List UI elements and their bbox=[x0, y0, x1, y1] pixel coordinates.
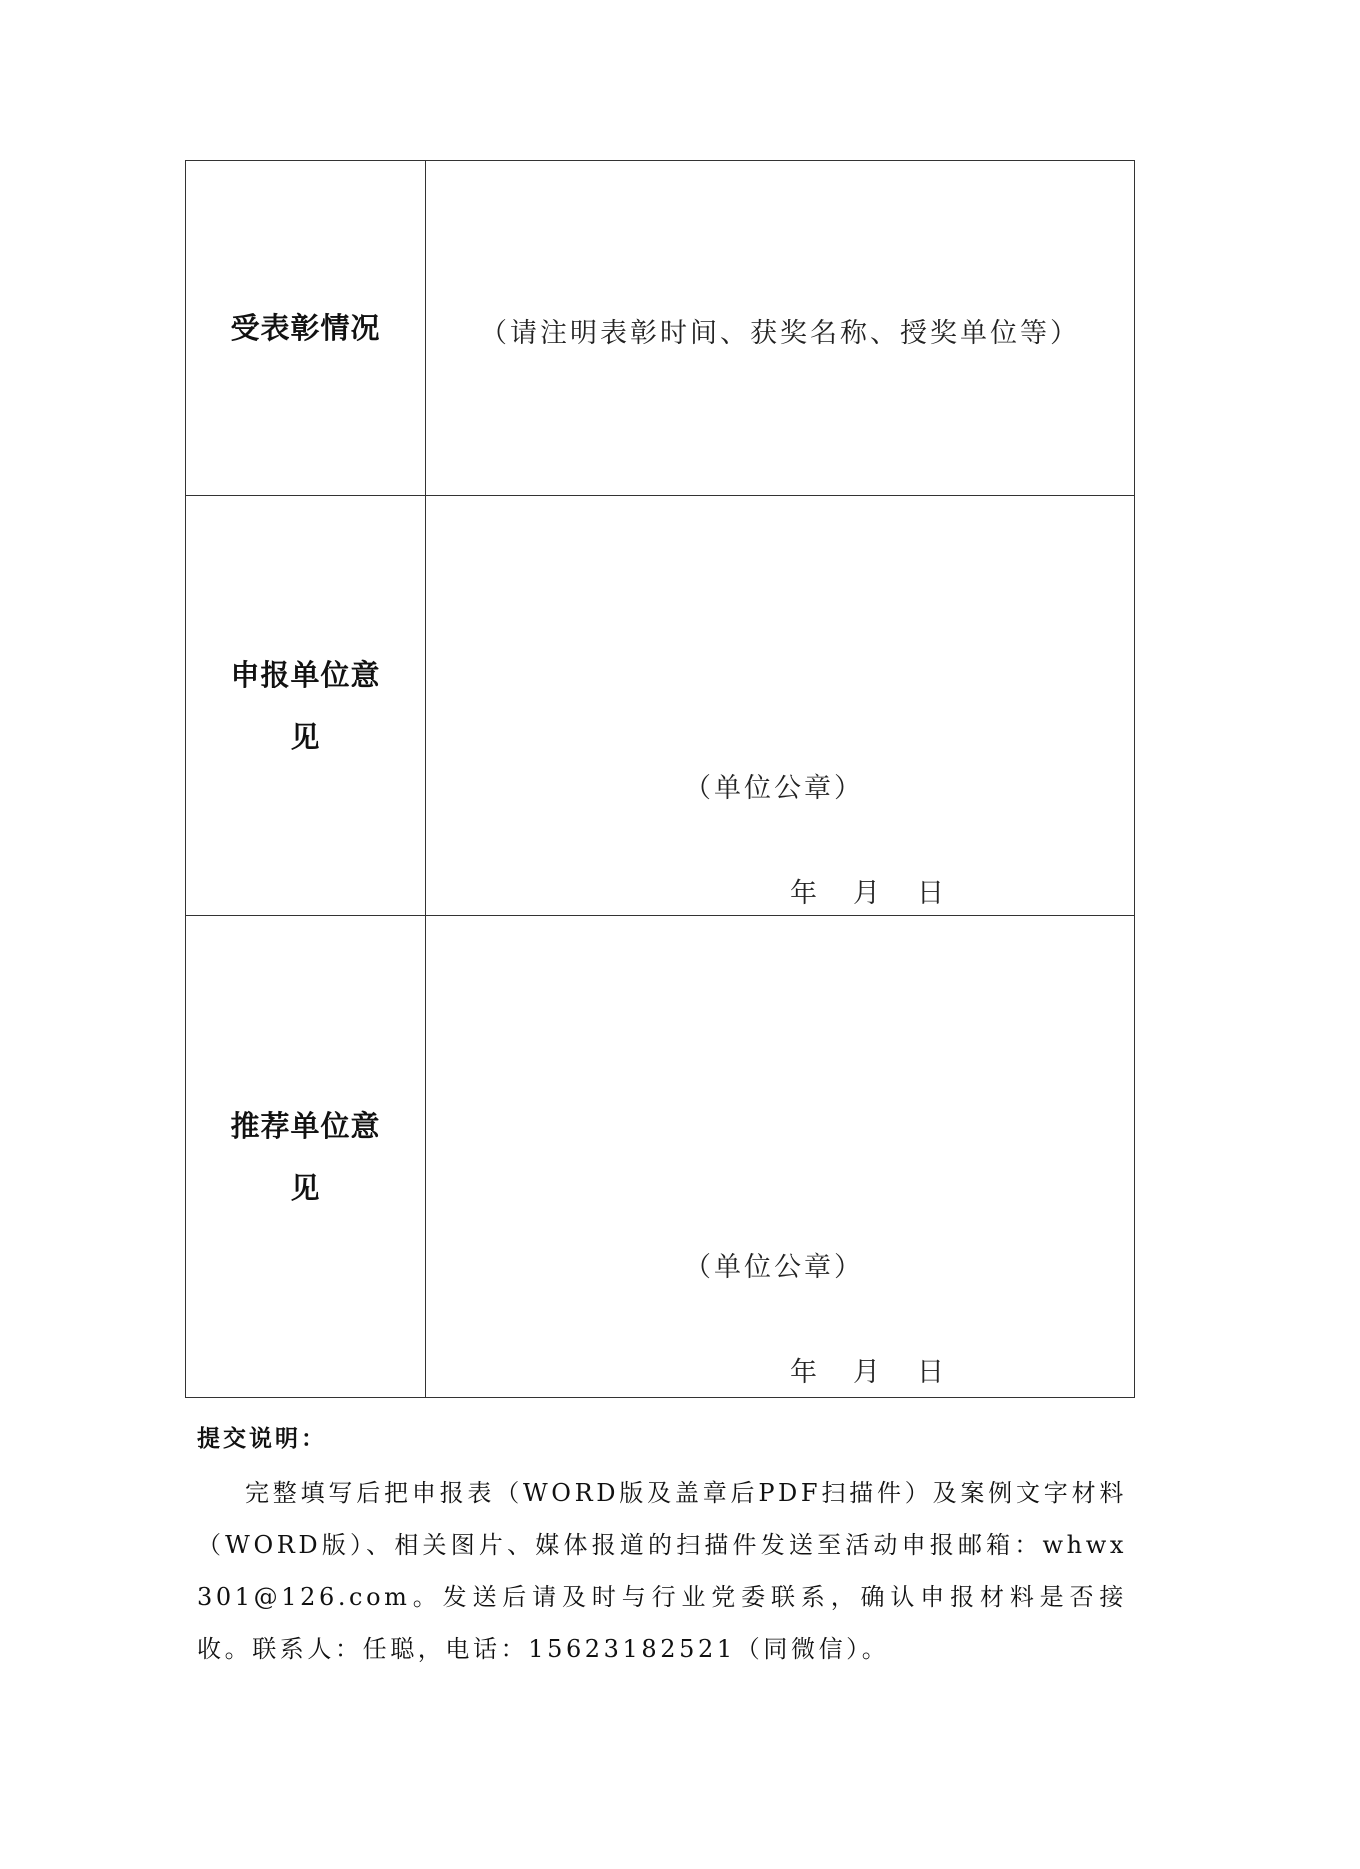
recommender-date-day: 日 bbox=[917, 1357, 944, 1388]
applicant-date-day: 日 bbox=[917, 878, 944, 909]
recommender-opinion-row bbox=[186, 915, 1134, 1397]
commendation-label-cell bbox=[186, 161, 426, 495]
commendation-content-cell[interactable] bbox=[426, 161, 1134, 495]
applicant-date-month: 月 bbox=[853, 878, 880, 909]
applicant-opinion-row bbox=[186, 495, 1134, 915]
applicant-seal-text: （单位公章） bbox=[684, 773, 864, 804]
recommender-opinion-content-cell[interactable] bbox=[426, 916, 1134, 1397]
applicant-opinion-label-cell bbox=[186, 496, 426, 915]
commendation-hint: （请注明表彰时间、获奖名称、授奖单位等） bbox=[480, 318, 1080, 349]
applicant-date-year: 年 bbox=[790, 878, 817, 909]
notes-title: 提交说明： bbox=[197, 1426, 327, 1452]
recommender-date-year: 年 bbox=[790, 1357, 817, 1388]
recommender-seal-text: （单位公章） bbox=[684, 1252, 864, 1283]
applicant-opinion-content-cell[interactable] bbox=[426, 496, 1134, 915]
submission-notes bbox=[197, 1420, 1127, 1675]
recommender-date-month: 月 bbox=[853, 1357, 880, 1388]
notes-body: 完整填写后把申报表（WORD版及盖章后PDF扫描件）及案例文字材料（WORD版）、相关图片、媒体报道的扫描件发送至活动申报邮箱：whwx301@126.com。发送后请及时与行业党委联系，确认申报材料是否接收。联系人：任聪，电话：15623182521（同微信）。 bbox=[197, 1479, 1127, 1663]
recommender-opinion-label: 推荐单位意见 bbox=[230, 1108, 381, 1205]
recommender-opinion-label-cell bbox=[186, 916, 426, 1397]
applicant-opinion-label: 申报单位意见 bbox=[230, 657, 381, 754]
commendation-label: 受表彰情况 bbox=[230, 311, 381, 345]
commendation-row bbox=[186, 161, 1134, 495]
application-form-table bbox=[185, 160, 1135, 1398]
